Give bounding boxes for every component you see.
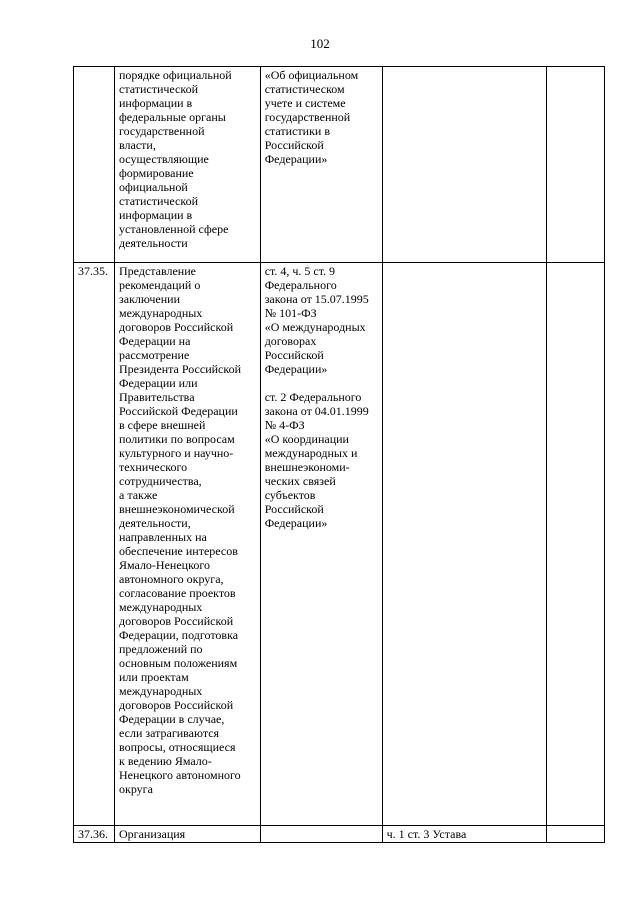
- table-row: [74, 826, 605, 843]
- competencies-table: [73, 66, 605, 843]
- notes-cell: [546, 263, 604, 826]
- legal-basis-cell: ст. 4, ч. 5 ст. 9 Федерального закона от 15.07.1995 № 101-ФЗ «О международных договорах Российской Федерации» ст. 2 Федерального закона от 04.01.1999 № 4-ФЗ «О координации международных и внешнеэкономи- ческих связей субъектов Российской Федерации»: [260, 263, 382, 826]
- row-number-cell: [74, 67, 115, 263]
- description-cell: Организация: [115, 826, 261, 843]
- legal-basis-cell: [260, 826, 382, 843]
- notes-cell: [546, 826, 604, 843]
- row-number-cell: 37.35.: [74, 263, 115, 826]
- charter-basis-cell: [382, 67, 546, 263]
- description-cell: порядке официальной статистической информации в федеральные органы государственной власти, осуществляющие формирование официальной статистической информации в установленной сфере деятельности: [115, 67, 261, 263]
- charter-basis-cell: [382, 263, 546, 826]
- description-cell: Представление рекомендаций о заключении международных договоров Российской Федерации на рассмотрение Президента Российской Федерации или Правительства Российской Федерации в сфере внешней политики по вопросам культурного и научно- технического сотрудничества, а также внешнеэкономической деятельности, направленных на обеспечение интересов Ямало-Ненецкого автономного округа, согласование проектов международных договоров Российской Федерации, подготовка предложений по основным положениям или проектам международных договоров Российской Федерации в случае, если затрагиваются вопросы, относящиеся к ведению Ямало- Ненецкого автономного округа: [115, 263, 261, 826]
- page-number: 102: [310, 36, 330, 51]
- legal-basis-cell: «Об официальном статистическом учете и системе государственной статистики в Российской Федерации»: [260, 67, 382, 263]
- charter-basis-cell: ч. 1 ст. 3 Устава: [382, 826, 546, 843]
- table-row: [74, 263, 605, 826]
- notes-cell: [546, 67, 604, 263]
- table-row: [74, 67, 605, 263]
- row-number-cell: 37.36.: [74, 826, 115, 843]
